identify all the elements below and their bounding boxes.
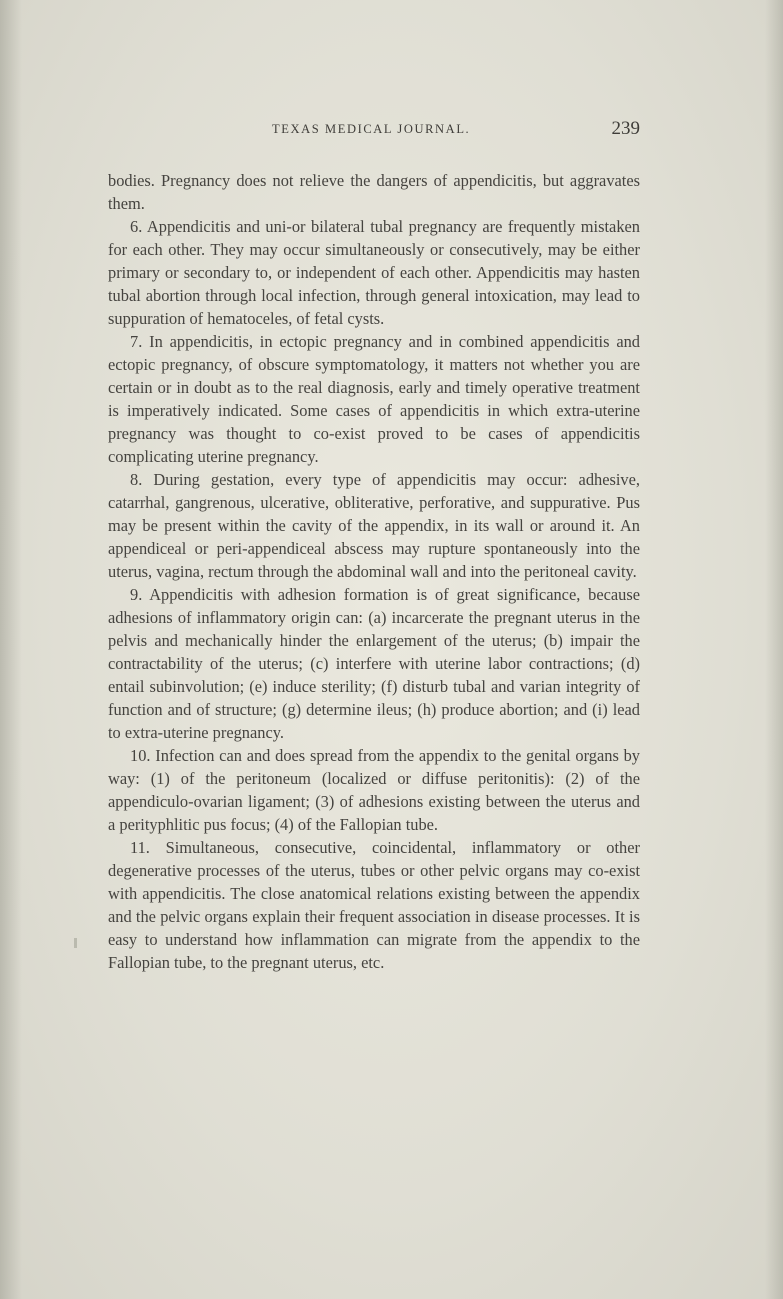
paragraph-item-9: 9. Appendicitis with adhesion formation is of great significance, because adhesions of inflammatory origin can: (a) incarcerate the pregnant uterus in the pelvis and mechanically hinder the enlargement of the uterus; (b) impair the contractability of the uterus; (c) interfere with uterine labor contractions; (d) entail subinvolution; (e) induce sterility; (f) disturb tubal and varian integrity of function and of structure; (g) determine ileus; (h) produce abortion; and (i) lead to extra-uterine pregnancy. [108,585,640,742]
page-number: 239 [611,118,640,139]
paragraph-continuation: bodies. Pregnancy does not relieve the dangers of appendicitis, but aggravates them. [108,171,640,213]
paragraph-item-6: 6. Appendicitis and uni-or bilateral tubal pregnancy are frequently mistaken for each other. They may occur simultaneously or consecutively, may be either primary or secondary to, or independent of each other. Appendicitis may hasten tubal abortion through local infection, through general intoxication, may lead to suppuration of hematoceles, of fetal cysts. [108,217,640,328]
paragraph-item-8: 8. During gestation, every type of appendicitis may occur: adhesive, catarrhal, gangrenous, ulcerative, obliterative, perforative, and suppurative. Pus may be present within the cavity of the appendix, in its wall or around it. An appendiceal or peri-appendiceal abscess may rupture spontaneously into the uterus, vagina, rectum through the abdominal wall and into the peritoneal cavity. [108,470,640,581]
page-header [108,118,640,148]
margin-blemish [74,938,77,948]
paragraph-item-7: 7. In appendicitis, in ectopic pregnancy and in combined appendicitis and ectopic pregnancy, of obscure symptomatology, it matters not whether you are certain or in doubt as to the real diagnosis, early and timely operative treatment is imperatively indicated. Some cases of appendicitis in which extra-uterine pregnancy was thought to co-exist proved to be cases of appendicitis complicating uterine pregnancy. [108,332,640,466]
article-body [108,169,640,974]
running-head: TEXAS MEDICAL JOURNAL. [272,122,471,136]
paragraph-item-11: 11. Simultaneous, consecutive, coincidental, inflammatory or other degenerative processes of the uterus, tubes or other pelvic organs may co-exist with appendicitis. The close anatomical relations existing between the appendix and the pelvic organs explain their frequent association in disease processes. It is easy to understand how inflammation can migrate from the appendix to the Fallopian tube, to the pregnant uterus, etc. [108,838,640,972]
paragraph-item-10: 10. Infection can and does spread from the appendix to the genital organs by way: (1) of the peritoneum (localized or diffuse peritonitis): (2) of the appendiculo-ovarian ligament; (3) of adhesions existing between the uterus and a perityphlitic pus focus; (4) of the Fallopian tube. [108,746,640,834]
